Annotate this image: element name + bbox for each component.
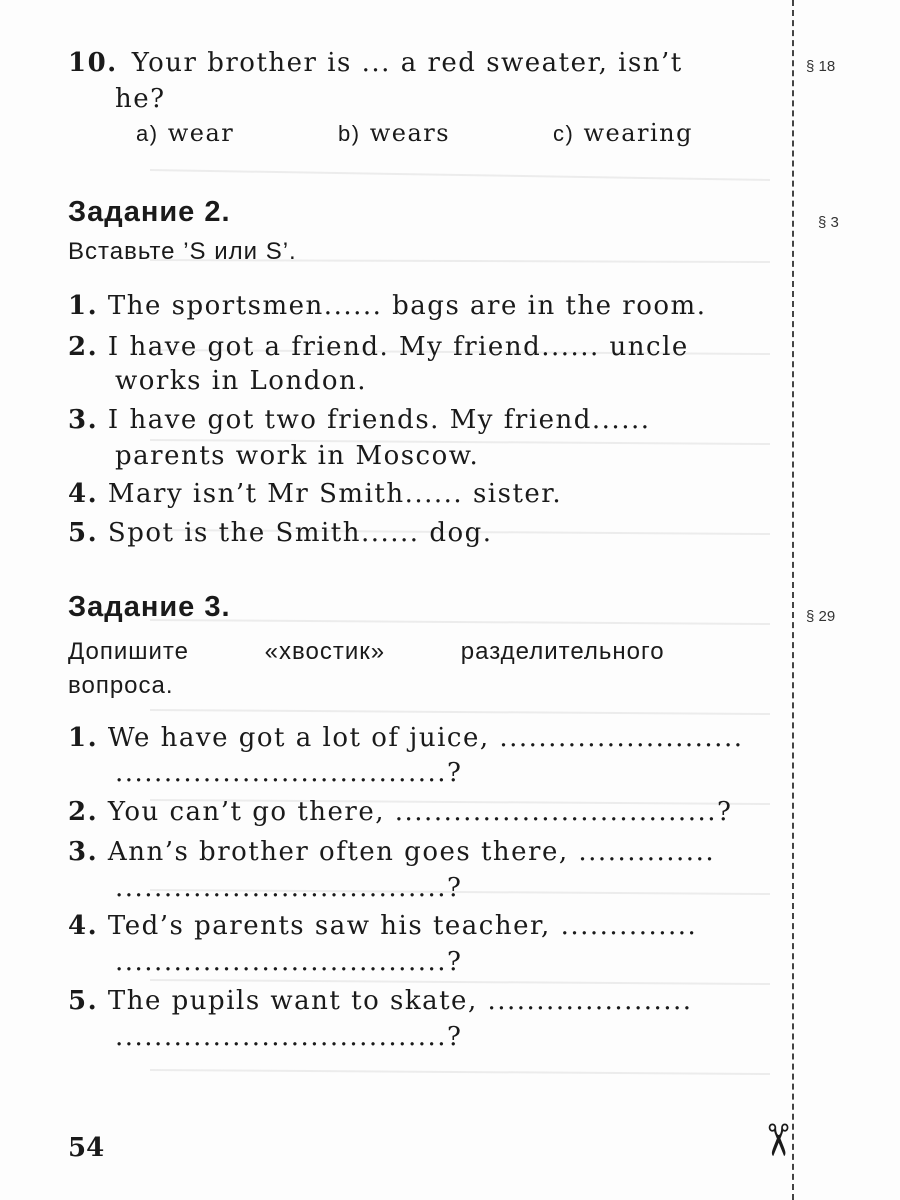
item-text: Ted’s parents saw his teacher, .............. [107,911,698,941]
task3-item-3-answer-line: ..................................? [115,873,463,903]
task3-item-5-answer-line: ..................................? [115,1022,463,1052]
q10-option-a [136,119,234,147]
page-number: 54 [68,1133,105,1163]
task3-item-4 [68,911,697,941]
task3-item-3 [68,837,715,867]
q10-option-c [553,119,693,147]
q10-section-ref: § 18 [806,58,836,75]
item-number: 1. [68,291,99,321]
task2-item-1 [68,291,706,321]
task2-item-4 [68,479,562,509]
item-number: 3. [68,405,99,435]
item-text: The sportsmen...... bags are in the room. [107,291,707,321]
q10-number: 10. [68,48,118,78]
task2-item-3 [68,405,651,435]
item-number: 3. [68,837,99,867]
q10-text: Your brother is ... a red sweater, isn’t [131,48,683,78]
item-text: We have got a lot of juice, ......................... [107,723,744,753]
item-text: I have got a friend. My friend...... uncle [107,332,689,362]
item-text: You can’t go there, .................................? [107,797,733,827]
item-number: 2. [68,332,99,362]
item-number: 4. [68,479,99,509]
task3-section-ref: § 29 [806,608,836,625]
task2-section-ref: § 3 [818,214,839,231]
task2-item-3-line2: parents work in Moscow. [115,441,480,471]
item-text: Spot is the Smith...... dog. [107,518,493,548]
task3-instruction: Допишите «хвостик» разделительного [68,638,665,665]
task3-heading: Задание 3. [68,591,231,623]
option-letter: c) [553,121,575,146]
option-text: wearing [583,119,693,147]
item-text: I have got two friends. My friend...... [107,405,651,435]
item-number: 5. [68,986,99,1016]
item-number: 1. [68,723,99,753]
q10-option-b [338,119,450,147]
item-text: The pupils want to skate, ..................... [107,986,693,1016]
task3-item-1-answer-line: ..................................? [115,758,463,788]
task3-item-5 [68,986,693,1016]
option-letter: a) [136,121,159,146]
task3-instruction-line1 [68,638,776,666]
item-number: 2. [68,797,99,827]
task3-item-4-answer-line: ..................................? [115,947,463,977]
item-number: 5. [68,518,99,548]
q10-line1 [68,48,776,78]
option-text: wear [167,119,235,147]
dashed-cut-line [792,0,794,1200]
task2-item-5 [68,518,493,548]
task2-item-2-line2: works in London. [115,366,367,396]
task2-heading: Задание 2. [68,196,231,228]
scissors-icon: ✂ [751,1121,803,1159]
task3-instruction-line2: вопроса. [68,672,174,699]
item-number: 4. [68,911,99,941]
task3-item-1 [68,723,743,753]
item-text: Ann’s brother often goes there, .............. [107,837,716,867]
task2-instruction: Вставьте ’S или S’. [68,238,297,265]
q10-line2: he? [115,84,166,114]
option-text: wears [369,119,451,147]
item-text: Mary isn’t Mr Smith...... sister. [107,479,563,509]
option-letter: b) [338,121,361,146]
task3-item-2 [68,797,732,827]
task2-item-2 [68,332,776,362]
